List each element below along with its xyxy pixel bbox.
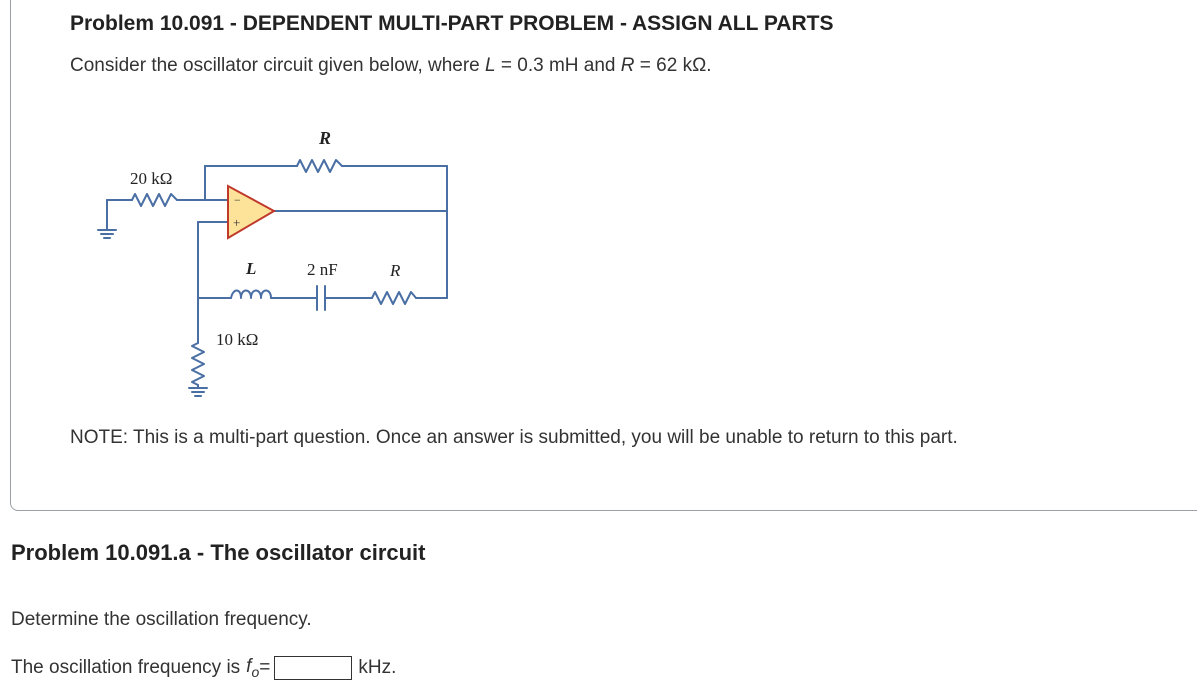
answer-prompt: The oscillation frequency is [11,657,241,678]
frequency-symbol [246,656,259,680]
top-resistor-label: R [319,128,332,148]
inductance-value: = 0.3 mH and [495,55,621,76]
frequency-symbol-letter: f [246,656,252,678]
intro-text: Consider the oscillator circuit given below, where [70,55,486,76]
answer-unit: kHz. [358,657,397,678]
resistance-symbol: R [620,55,635,76]
top-resistor [297,160,342,172]
left-resistor-label: 20 kΩ [130,169,173,188]
multi-part-note: NOTE: This is a multi-part question. Once an answer is submitted, you will be unable to return to this part. [70,427,958,448]
answer-row [11,656,396,680]
opamp-plus-sign: + [233,215,241,230]
problem-title: Problem 10.091 - DEPENDENT MULTI-PART PROBLEM - ASSIGN ALL PARTS [70,12,834,35]
resistance-value: = 62 kΩ. [634,55,712,76]
answer-equals: = [259,657,271,678]
right-resistor [372,292,416,304]
frequency-answer-input[interactable] [274,656,352,680]
inductance-symbol: L [485,55,496,76]
frequency-symbol-subscript: o [251,663,260,680]
capacitor-label: 2 nF [307,260,338,279]
inductor-label: L [246,259,257,278]
part-title: Problem 10.091.a - The oscillator circuit [11,540,426,565]
oscillator-circuit-diagram [90,118,470,408]
right-resistor-label: R [390,261,401,280]
part-question: Determine the oscillation frequency. [11,609,312,630]
bottom-resistor-label: 10 kΩ [216,330,259,349]
opamp-minus-sign: − [234,193,241,207]
left-resistor [132,194,177,206]
inductor [231,291,271,299]
bottom-resistor [192,343,204,385]
problem-statement [70,55,712,77]
